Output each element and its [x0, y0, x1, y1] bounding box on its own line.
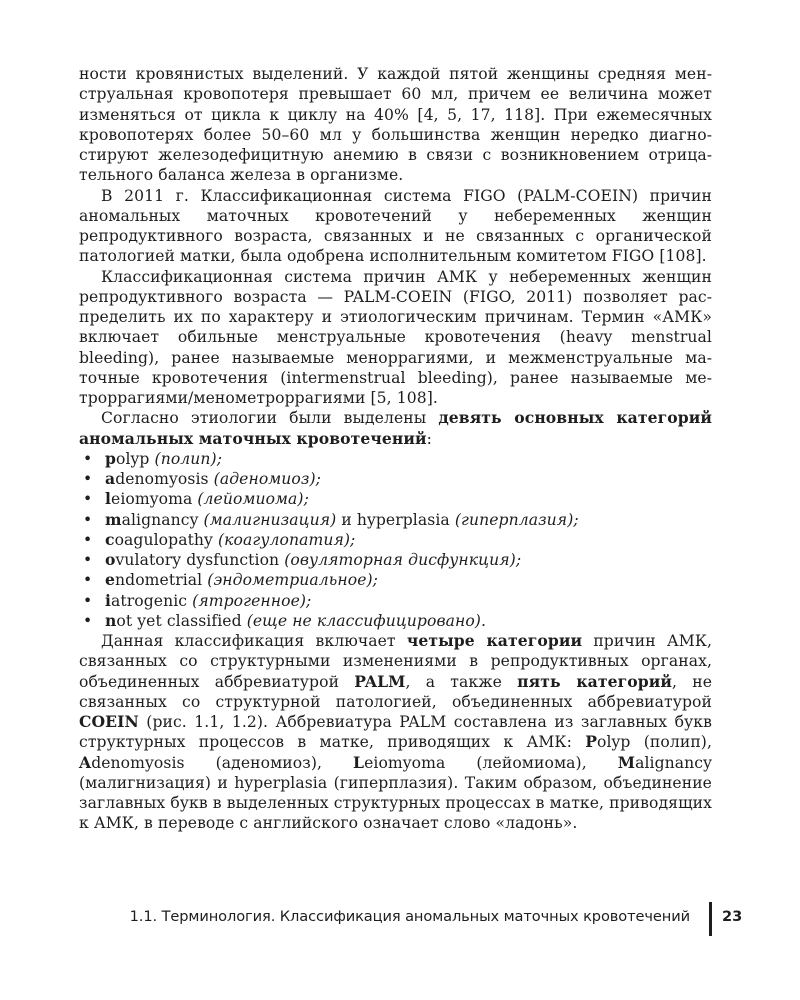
- category-translation: (лейомиома);: [197, 490, 309, 509]
- category-translation: (малигнизация): [203, 510, 337, 529]
- category-term: ot yet classified: [116, 611, 242, 630]
- category-translation: (овуляторная дисфункция);: [284, 551, 522, 569]
- emphasis-initial-m: M: [617, 752, 636, 772]
- footer-divider: [709, 902, 712, 936]
- running-footer: [0, 902, 800, 938]
- category-term: vulatory dysfunction: [115, 551, 280, 569]
- category-translation: (еще не классифицировано).: [246, 611, 486, 630]
- category-translation: (полип);: [154, 449, 223, 468]
- paragraph-text: причин АМК, связанных со структурными изменениями в репродуктивных органах, объединенных аббревиатурой: [79, 632, 712, 691]
- chapter-title: 1.1. Терминология. Классификация аномальных маточных кровотечений: [129, 908, 690, 925]
- paragraph-text: Данная классификация включает: [101, 632, 407, 650]
- category-term: olyp: [115, 449, 150, 468]
- emphasis-five-categories: пять категорий: [517, 671, 672, 691]
- page-body: [79, 64, 712, 834]
- category-term: ndometrial: [115, 571, 203, 590]
- paragraph-text: eiomyoma (лейомиома),: [364, 753, 618, 772]
- list-item: [105, 530, 712, 550]
- list-item: [105, 611, 712, 631]
- page-number: 23: [722, 908, 743, 925]
- paragraph-text: :: [426, 429, 432, 448]
- category-initial: o: [105, 550, 116, 569]
- paragraph-text: Классификационная система причин АМК у небеременных женщин репродуктивного возраста — PALM-COEIN (FIGO, 2011) позволяет распределить их по характеру и этиологическим причинам. Термин «АМК» включает обильные менструальные кровотечения (heavy menstrual bleeding), ранее называемые меноррагиями, и межменструальные маточные кровотечения (intermenstrual bleeding), ранее называемые метроррагиями/менометроррагиями [5, 108].: [79, 267, 712, 407]
- list-item: [105, 570, 712, 590]
- paragraph-blood-loss: [79, 64, 712, 186]
- emphasis-initial-l: L: [353, 752, 365, 772]
- paragraph-text: , а также: [405, 672, 518, 691]
- category-initial: n: [105, 610, 117, 630]
- category-initial: a: [105, 469, 116, 488]
- category-initial: c: [105, 529, 115, 549]
- paragraph-palm-explanation: [79, 631, 712, 834]
- category-initial: m: [105, 509, 122, 529]
- emphasis-coein: COEIN: [79, 712, 139, 731]
- category-translation: (коагулопатия);: [218, 530, 356, 549]
- category-initial: p: [105, 448, 116, 468]
- category-term: oagulopathy: [114, 530, 213, 549]
- paragraph-text: olyp (полип),: [597, 733, 712, 752]
- paragraph-text: denomyosis (аденомиоз),: [91, 753, 354, 772]
- list-item: [105, 449, 712, 469]
- list-item: [105, 510, 712, 530]
- paragraph-text: В 2011 г. Классификационная система FIGO (PALM-COEIN) причин аномальных маточных кровотечений у небеременных женщин репродуктивного возраста, связанных и не связанных с органической патологией матки, была одобрена исполнительным комитетом FIGO [108].: [79, 186, 712, 266]
- emphasis-palm: PALM: [354, 671, 406, 691]
- paragraph-text: alignancy (малигнизация) и hyperplasia (гиперплазия). Таким образом, объединение заглавных букв в выделенных структурных процессах в матке, приводящих к АМК, в переводе с английского означает слово «ладонь».: [79, 753, 712, 833]
- paragraph-palm-coein-definition: [79, 267, 712, 409]
- list-item: [105, 591, 712, 611]
- category-initial: l: [105, 489, 112, 509]
- paragraph-figo-2011: [79, 186, 712, 267]
- emphasis-nine-categories: девять основных категорий аномальных маточных кровотечений: [79, 408, 713, 448]
- category-list: [79, 449, 712, 631]
- paragraph-text: ности кровянистых выделений. У каждой пятой женщины средняя менструальная кровопотеря превышает 60 мл, причем ее величина может изменяться от цикла к циклу на 40% [4, 5, 17, 118]. При ежемесячных кровопотерях более 50–60 мл у большинства женщин нередко диагностируют железодефицитную анемию в связи с возникновением отрицательного баланса железа в организме.: [79, 65, 712, 185]
- list-item: [105, 469, 712, 489]
- category-initial: i: [105, 590, 112, 610]
- paragraph-text: , не связанных со структурной патологией, объединенных аббревиатурой: [79, 672, 712, 711]
- category-extra-term: и hyperplasia: [336, 510, 455, 529]
- category-translation: (ятрогенное);: [192, 591, 312, 610]
- list-item: [105, 489, 712, 509]
- category-initial: e: [105, 570, 116, 590]
- category-term: eiomyoma: [111, 490, 193, 509]
- category-translation: (аденомиоз);: [213, 470, 321, 488]
- paragraph-nine-categories-intro: [79, 408, 712, 449]
- category-translation: (эндометриальное);: [207, 571, 379, 590]
- emphasis-initial-p: P: [585, 732, 597, 752]
- category-term: alignancy: [121, 510, 199, 529]
- paragraph-text: (рис. 1.1, 1.2). Аббревиатура PALM составлена из заглавных букв структурных процессов в матке, приводящих к АМК:: [79, 713, 712, 752]
- emphasis-initial-a: A: [79, 752, 92, 772]
- emphasis-four-categories: четыре категории: [406, 631, 583, 650]
- paragraph-text: Согласно этиологии были выделены: [101, 409, 439, 428]
- category-term: atrogenic: [111, 591, 188, 610]
- list-item: [105, 550, 712, 570]
- category-term: denomyosis: [115, 470, 209, 488]
- category-extra-translation: (гиперплазия);: [454, 510, 579, 529]
